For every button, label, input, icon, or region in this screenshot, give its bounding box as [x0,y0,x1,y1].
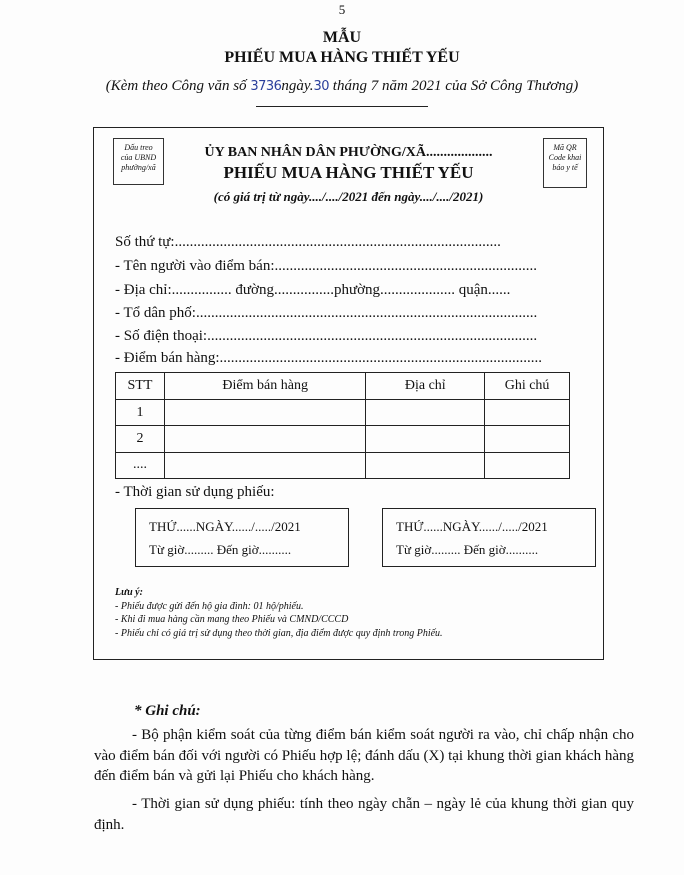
time-box-hours: Từ giờ......... Đến giờ.......... [396,542,539,557]
table-cell [164,452,366,478]
time-usage-label: - Thời gian sử dụng phiếu: [115,484,275,500]
field-dia-chi: - Địa chỉ:................ đường................phường.................... quận...... [115,282,511,298]
page-number: 5 [338,2,346,17]
table-cell: 2 [116,426,165,452]
reference-line [0,78,684,95]
form-title: PHIẾU MUA HÀNG THIẾT YẾU [223,163,474,182]
table-cell: 1 [116,400,165,426]
note-item: - Khi đi mua hàng cần mang theo Phiếu và CMND/CCCD [115,614,349,625]
header-stt: STT [116,373,165,400]
field-so-dien-thoai: - Số điện thoại:........................................................................................ [115,328,538,344]
table-row [116,426,570,452]
paragraph-text: - Thời gian sử dụng phiếu: tính theo ngày chẵn – ngày lẻ của khung thời gian quy định. [94,796,634,833]
time-box-2 [382,508,596,567]
table-cell [485,452,570,478]
header-ghi-chu: Ghi chú [485,373,570,400]
notes-title: Lưu ý: [115,587,143,598]
table-cell [164,400,366,426]
time-box-day: THỨ......NGÀY....../...../2021 [149,519,301,534]
title-underline [256,106,428,107]
table-cell [485,400,570,426]
ghi-chu-paragraph-1 [94,725,634,787]
note-item: - Phiếu chỉ có giá trị sử dụng theo thời gian, địa điểm được quy định trong Phiếu. [115,627,443,639]
table-row [116,400,570,426]
time-box-day: THỨ......NGÀY....../...../2021 [396,519,548,534]
time-box-1 [135,508,349,567]
table-row [116,452,570,478]
document-title: PHIẾU MUA HÀNG THIẾT YẾU [224,49,460,66]
stamp-box: Dấu treo của UBND phường/xã [113,138,164,185]
field-ten-nguoi: - Tên người vào điểm bán:...................................................................... [115,258,537,274]
table-cell [366,452,485,478]
ghi-chu-paragraph-2 [94,794,634,835]
qr-code-box: Mã QR Code khai báo y tế [543,138,587,188]
table-cell: .... [116,452,165,478]
ref-number-handwritten: 3736 [250,79,282,94]
ref-middle: ngày. [281,78,314,94]
ref-suffix: tháng 7 năm 2021 của Sở Công Thương) [329,78,579,94]
time-box-hours: Từ giờ......... Đến giờ.......... [149,542,292,557]
table-cell [366,426,485,452]
table-cell [366,400,485,426]
table-header-row [116,373,570,400]
header-dia-chi: Địa chỉ [366,373,485,400]
header-diem-ban-hang: Điểm bán hàng [164,373,366,400]
field-to-dan-pho: - Tổ dân phố:........................................................................................... [115,305,538,321]
table-cell [164,426,366,452]
ubnd-heading: ỦY BAN NHÂN DÂN PHƯỜNG/XÃ................... [204,145,493,160]
points-table [115,372,570,479]
paragraph-text: - Bộ phận kiểm soát của từng điểm bán kiểm soát người ra vào, chỉ chấp nhận cho vào điểm bán đối với người có Phiếu hợp lệ; đánh dấu (X) tại khung thời gian khách hàng đến điểm bán và gửi lại Phiếu cho khách hàng. [94,727,634,784]
note-item: - Phiếu được gửi đến hộ gia đình: 01 hộ/phiếu. [115,600,304,612]
notes-block [115,586,443,640]
validity-line: (có giá trị từ ngày..../..../2021 đến ngày..../..../2021) [213,189,484,204]
field-so-thu-tu: Số thứ tự:....................................................................................... [115,234,501,250]
field-diem-ban-hang: - Điểm bán hàng:...................................................................................... [115,350,543,366]
ghi-chu-title: * Ghi chú: [134,703,201,719]
mau-heading: MẪU [322,29,362,46]
ref-prefix: (Kèm theo Công văn số [105,78,251,94]
table-cell [485,426,570,452]
ref-day-handwritten: 30 [313,79,330,94]
